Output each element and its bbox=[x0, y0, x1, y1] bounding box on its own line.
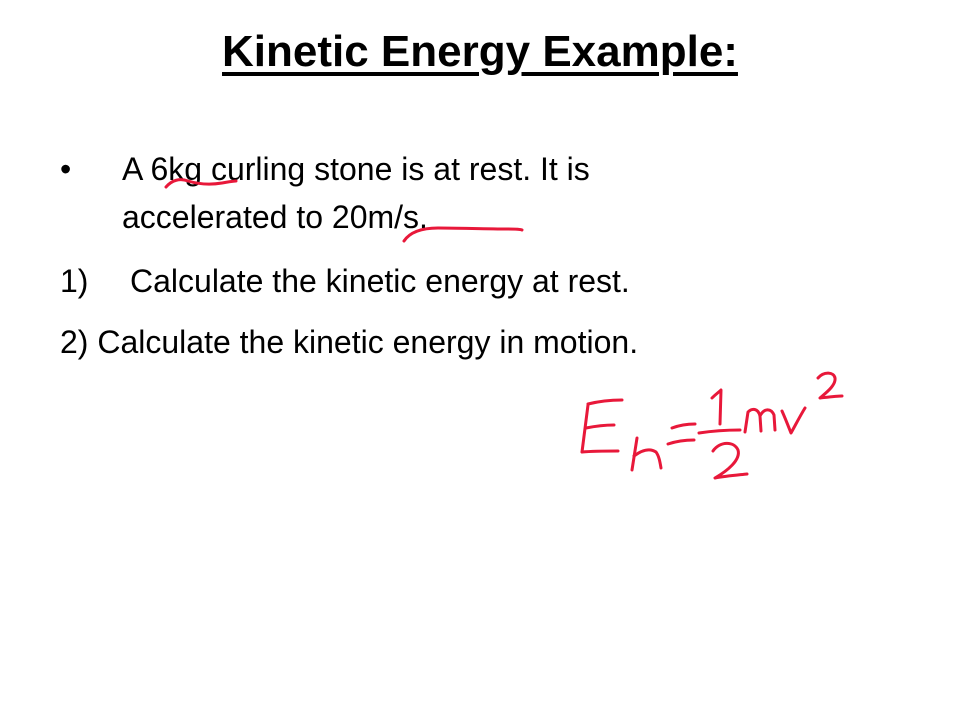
slide-title bbox=[0, 26, 960, 78]
handwritten-formula-icon bbox=[582, 373, 842, 478]
bullet-line-2: accelerated to 20m/s. bbox=[122, 199, 428, 235]
item-2-text: 2) Calculate the kinetic energy in motion. bbox=[60, 324, 639, 360]
bullet-icon: • bbox=[60, 151, 72, 187]
slide-title-text: Kinetic Energy Example: bbox=[222, 27, 738, 76]
item-1-text: Calculate the kinetic energy at rest. bbox=[130, 263, 630, 299]
bullet-line-1: A 6kg curling stone is at rest. It is bbox=[122, 151, 590, 187]
item-1-number: 1) bbox=[60, 263, 89, 299]
